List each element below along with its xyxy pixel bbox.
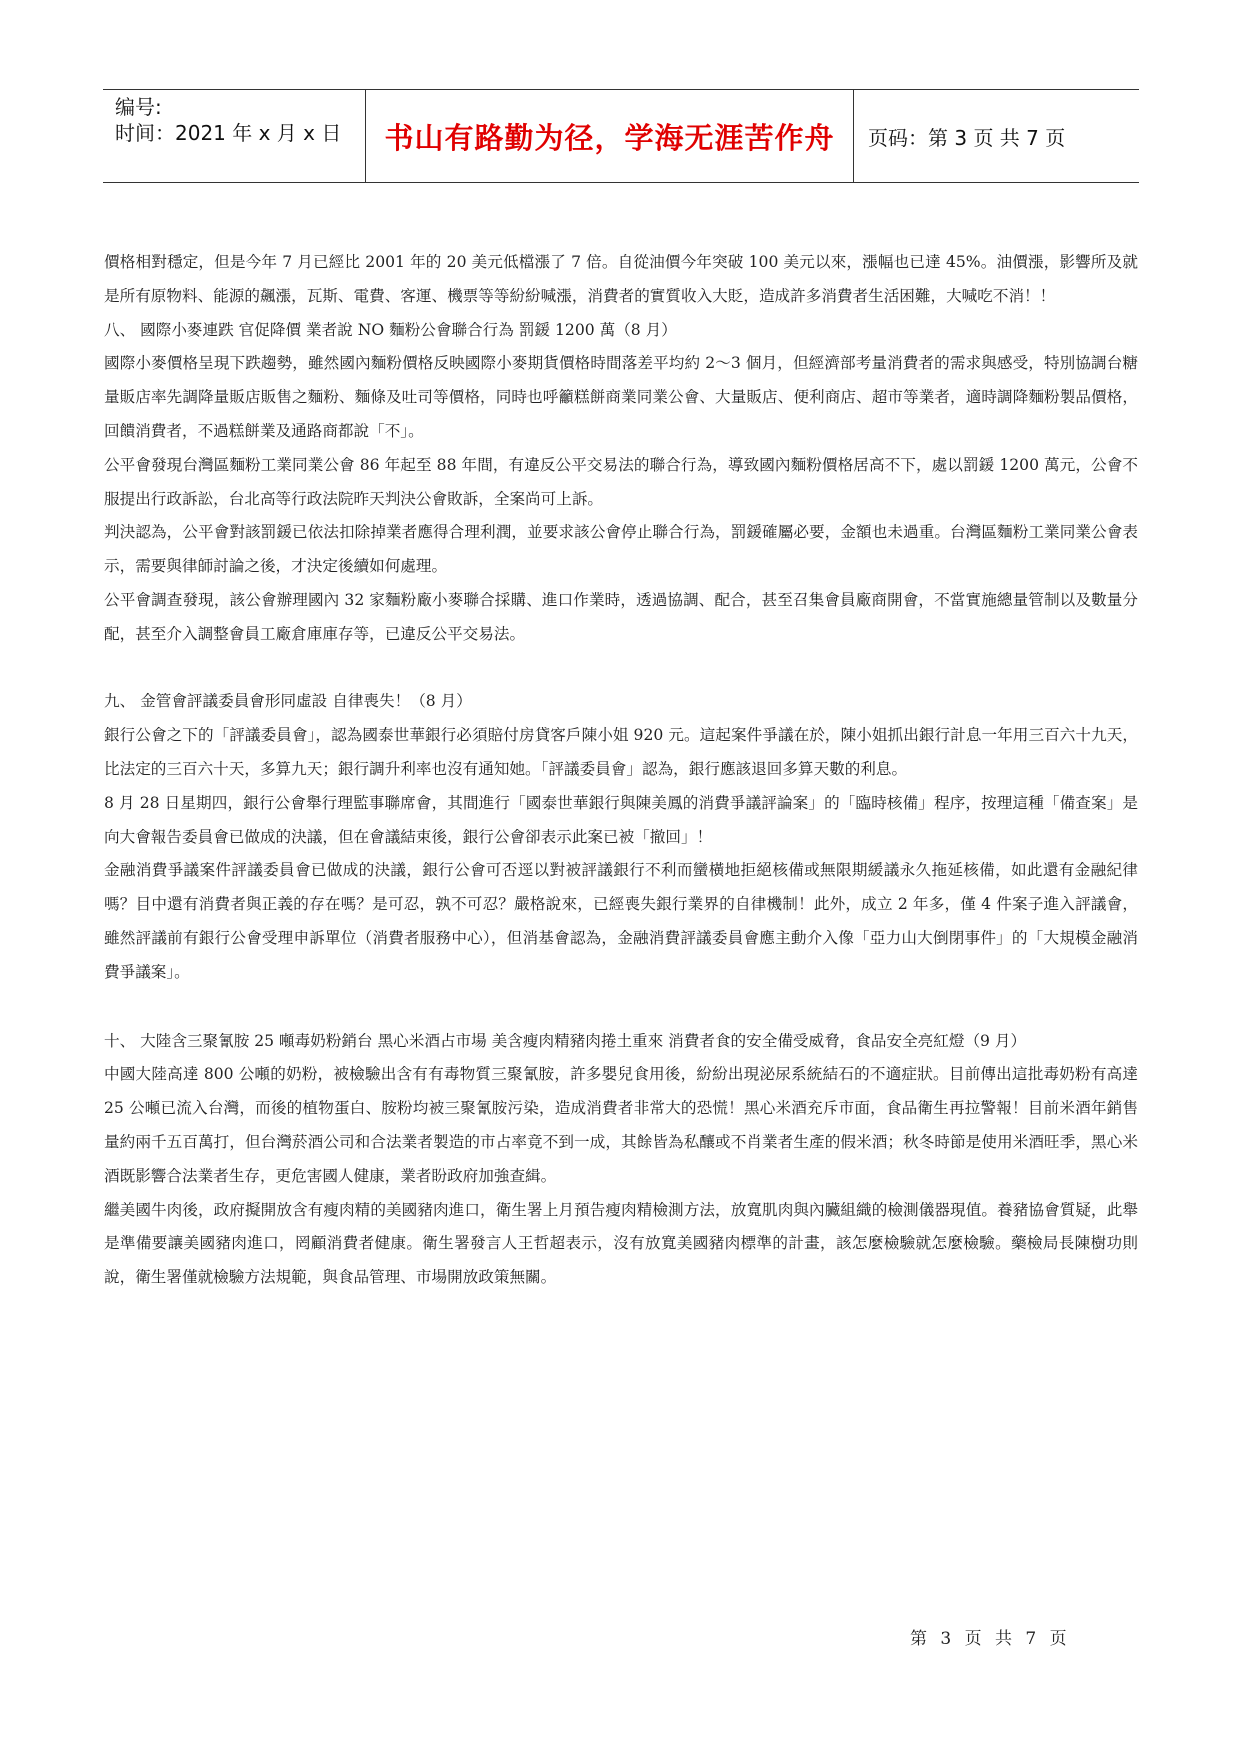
page-header <box>103 89 1139 183</box>
spacer <box>104 990 1138 1025</box>
header-meta <box>103 90 366 182</box>
paragraph: 繼美國牛肉後，政府擬開放含有瘦肉精的美國豬肉進口，衛生署上月預告瘦肉精檢測方法，放寬肌肉與內臟組織的檢測儀器現值。養豬協會質疑，此舉是準備要讓美國豬肉進口，罔顧消費者健康。衛生署發言人王哲超表示，沒有放寬美國豬肉標準的計畫，該怎麼檢驗就怎麼檢驗。藥檢局長陳樹功則說，衛生署僅就檢驗方法規範，與食品管理、市場開放政策無關。 <box>104 1200 1138 1287</box>
spacer <box>104 652 1138 686</box>
document-body <box>104 246 1138 1295</box>
section-heading-9: 九、 金管會評議委員會形同虛設 自律喪失！（8 月） <box>104 692 472 711</box>
paragraph: 公平會調查發現，該公會辦理國內 32 家麵粉廠小麥聯合採購、進口作業時，透過協調、配合，甚至召集會員廠商開會，不當實施總量管制以及數量分配，甚至介入調整會員工廠倉庫庫存等，已違反公平交易法。 <box>104 590 1138 643</box>
paragraph: 金融消費爭議案件評議委員會已做成的決議，銀行公會可否逕以對被評議銀行不利而蠻橫地拒絕核備或無限期緩議永久拖延核備，如此還有金融紀律嗎？目中還有消費者與正義的存在嗎？是可忍，孰不可忍？嚴格說來，已經喪失銀行業界的自律機制！此外，成立 2 年多，僅 4 件案子進入評議會，雖然評議前有銀行公會受理申訴單位（消費者服務中心），但消基會認為，金融消費評議委員會應主動介入像「亞力山大倒閉事件」的「大規模金融消費爭議案」。 <box>104 861 1138 981</box>
page-footer: 第 3 页 共 7 页 <box>910 1629 1071 1649</box>
paragraph: 價格相對穩定，但是今年 7 月已經比 2001 年的 20 美元低檔漲了 7 倍。自從油價今年突破 100 美元以來，漲幅也已達 45%。油價漲，影響所及就是所有原物料、能源的飆漲，瓦斯、電費、客運、機票等等紛紛喊漲，消費者的實質收入大貶，造成許多消費者生活困難，大喊吃不消！！ <box>104 253 1138 305</box>
document-time-label: 时间：2021 年 x 月 x 日 <box>115 121 342 145</box>
paragraph: 銀行公會之下的「評議委員會」，認為國泰世華銀行必須賠付房貸客戶陳小姐 920 元。這起案件爭議在於，陳小姐抓出銀行計息一年用三百六十九天，比法定的三百六十天，多算九天；銀行調升利率也沒有通知她。「評議委員會」認為，銀行應該退回多算天數的利息。 <box>104 726 1138 778</box>
paragraph: 判決認為，公平會對該罰鍰已依法扣除掉業者應得合理利潤，並要求該公會停止聯合行為，罰鍰確屬必要，金額也未過重。台灣區麵粉工業同業公會表示，需要與律師討論之後，才決定後續如何處理。 <box>104 523 1138 576</box>
paragraph: 國際小麥價格呈現下跌趨勢，雖然國內麵粉價格反映國際小麥期貨價格時間落差平均約 2～3 個月，但經濟部考量消費者的需求與感受，特別協調台糖量販店率先調降量販店販售之麵粉、麵條及吐司等價格，同時也呼籲糕餅商業同業公會、大量販店、便利商店、超市等業者，適時調降麵粉製品價格，回饋消費者，不過糕餅業及通路商都說「不」。 <box>104 354 1138 440</box>
section-heading-8: 八、 國際小麥連跌 官促降價 業者說 NO 麵粉公會聯合行為 罰鍰 1200 萬（8 月） <box>104 320 677 339</box>
header-page-label: 页码：第 3 页 共 7 页 <box>868 125 1066 150</box>
paragraph: 中國大陸高達 800 公噸的奶粉，被檢驗出含有有毒物質三聚氰胺，許多嬰兒食用後，紛紛出現泌尿系統結石的不適症狀。目前傳出這批毒奶粉有高達 25 公噸已流入台灣，而後的植物蛋白、胺粉均被三聚氰胺污染，造成消費者非常大的恐慌！黑心米酒充斥市面，食品衛生再拉警報！目前米酒年銷售量約兩千五百萬打，但台灣菸酒公司和合法業者製造的市占率竟不到一成，其餘皆為私釀或不肖業者生產的假米酒；秋冬時節是使用米酒旺季，黑心米酒既影響合法業者生存，更危害國人健康，業者盼政府加強查緝。 <box>104 1065 1138 1185</box>
paragraph: 公平會發現台灣區麵粉工業同業公會 86 年起至 88 年間，有違反公平交易法的聯合行為，導致國內麵粉價格居高不下，處以罰鍰 1200 萬元，公會不服提出行政訴訟，台北高等行政法院昨天判決公會敗訴，全案尚可上訴。 <box>104 455 1138 508</box>
paragraph: 8 月 28 日星期四，銀行公會舉行理監事聯席會，其間進行「國泰世華銀行與陳美鳳的消費爭議評論案」的「臨時核備」程序，按理這種「備查案」是向大會報告委員會已做成的決議，但在會議結束後，銀行公會卻表示此案已被「撤回」！ <box>104 793 1138 846</box>
header-motto: 书山有路勤为径，学海无涯苦作舟 <box>366 90 854 182</box>
section-heading-10: 十、 大陸含三聚氰胺 25 噸毒奶粉銷台 黑心米酒占市場 美含瘦肉精豬肉捲土重來 消費者食的安全備受威脅，食品安全亮紅燈（9 月） <box>104 1031 1027 1050</box>
document-number-label: 编号: <box>115 95 162 119</box>
